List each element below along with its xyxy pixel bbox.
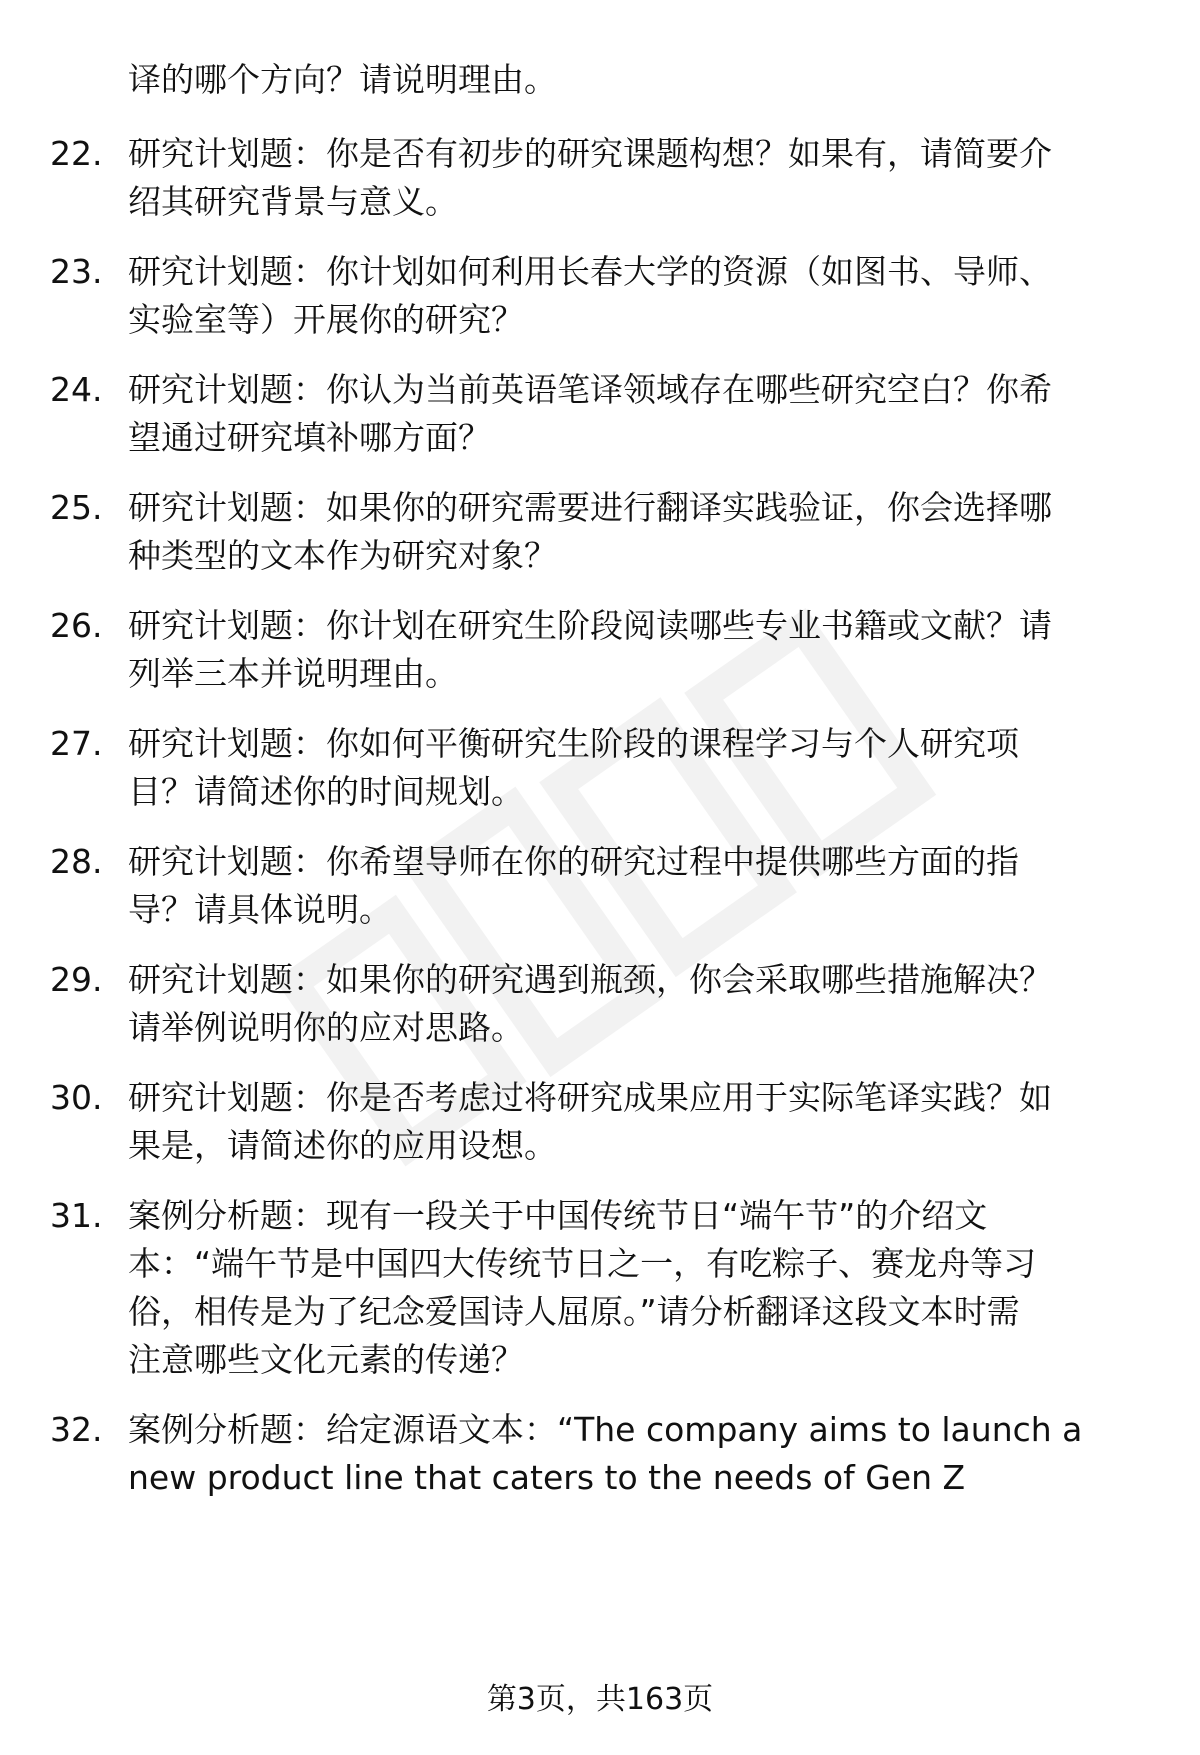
question-number: 30. (50, 1078, 103, 1117)
question-text (128, 130, 1158, 226)
question-number: 23. (50, 252, 103, 291)
question-text (128, 956, 1158, 1052)
question-number: 32. (50, 1410, 103, 1449)
text-line: 案例分析题：现有一段关于中国传统节日“端午节”的介绍文 (128, 1196, 988, 1235)
text-line: 种类型的文本作为研究对象？ (128, 536, 557, 575)
question-text (128, 720, 1158, 816)
text-line: 研究计划题：如果你的研究需要进行翻译实践验证，你会选择哪 (128, 488, 1052, 527)
question-text (128, 56, 1158, 104)
text-line: 研究计划题：你是否有初步的研究课题构想？如果有，请简要介 (128, 134, 1052, 173)
question-number: 27. (50, 724, 103, 763)
question-text (128, 602, 1158, 698)
text-line: 绍其研究背景与意义。 (128, 182, 458, 221)
question-number: 22. (50, 134, 103, 173)
text-line: 研究计划题：你希望导师在你的研究过程中提供哪些方面的指 (128, 842, 1019, 881)
question-number: 29. (50, 960, 103, 999)
question-text (128, 484, 1158, 580)
question-text (128, 838, 1158, 934)
question-text (128, 1406, 1158, 1502)
text-line: 研究计划题：你是否考虑过将研究成果应用于实际笔译实践？如 (128, 1078, 1052, 1117)
text-line: 研究计划题：你计划在研究生阶段阅读哪些专业书籍或文献？请 (128, 606, 1052, 645)
text-line: 案例分析题：给定源语文本：“The company aims to launch a (128, 1410, 1083, 1449)
question-number: 24. (50, 370, 103, 409)
question-number: 31. (50, 1196, 103, 1235)
text-line: 研究计划题：如果你的研究遇到瓶颈，你会采取哪些措施解决？ (128, 960, 1052, 999)
question-text (128, 248, 1158, 344)
text-line: 俗，相传是为了纪念爱国诗人屈原。”请分析翻译这段文本时需 (128, 1292, 1020, 1331)
question-number: 28. (50, 842, 103, 881)
text-line: 研究计划题：你如何平衡研究生阶段的课程学习与个人研究项 (128, 724, 1019, 763)
text-line: 注意哪些文化元素的传递？ (128, 1340, 524, 1379)
text-line: 目？请简述你的时间规划。 (128, 772, 524, 811)
text-line: 果是，请简述你的应用设想。 (128, 1126, 557, 1165)
text-line: 研究计划题：你计划如何利用长春大学的资源（如图书、导师、 (128, 252, 1052, 291)
text-line: 研究计划题：你认为当前英语笔译领域存在哪些研究空白？你希 (128, 370, 1052, 409)
question-text (128, 366, 1158, 462)
question-number: 26. (50, 606, 103, 645)
text-line: 本：“端午节是中国四大传统节日之一，有吃粽子、赛龙舟等习 (128, 1244, 1037, 1283)
question-number: 25. (50, 488, 103, 527)
question-text (128, 1074, 1158, 1170)
text-line: 导？请具体说明。 (128, 890, 392, 929)
question-text (128, 1192, 1158, 1384)
text-line: 望通过研究填补哪方面？ (128, 418, 491, 457)
text-line: 实验室等）开展你的研究？ (128, 300, 524, 339)
text-line: 译的哪个方向？请说明理由。 (128, 60, 557, 99)
text-line: 请举例说明你的应对思路。 (128, 1008, 524, 1047)
text-line: 列举三本并说明理由。 (128, 654, 458, 693)
text-line: new product line that caters to the needs of Gen Z (128, 1458, 966, 1497)
page-number-footer: 第3页，共163页 (486, 1682, 714, 1717)
